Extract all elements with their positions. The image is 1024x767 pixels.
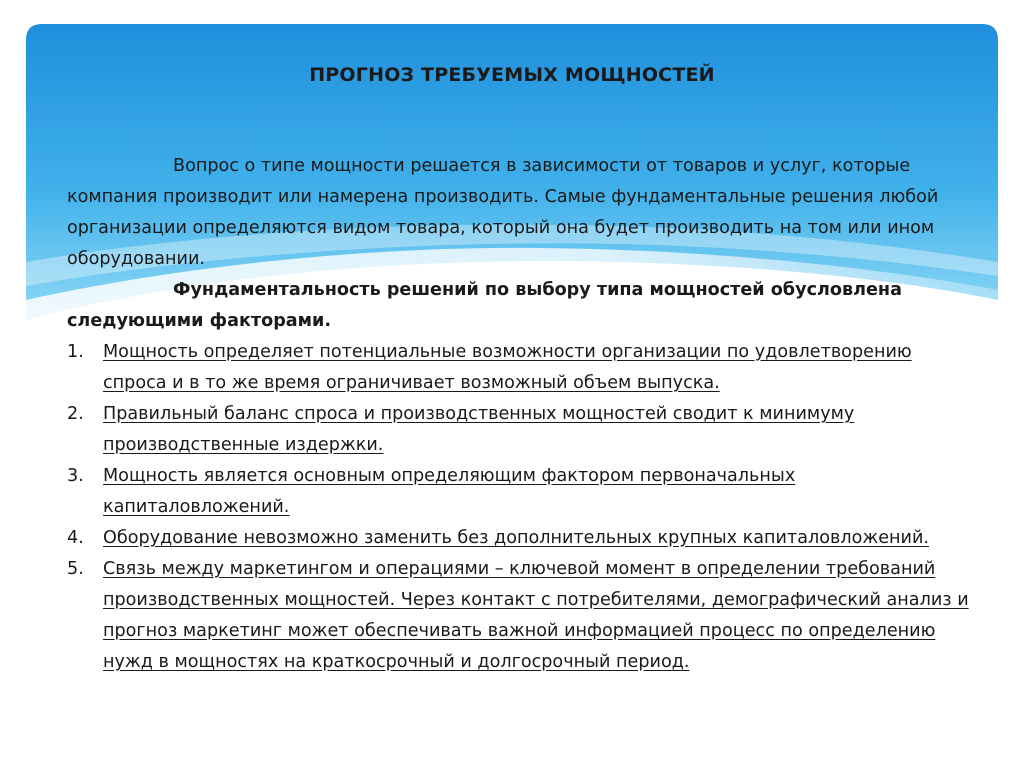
slide-body — [67, 151, 975, 678]
list-item-number: 3. — [67, 466, 84, 486]
factors-list — [67, 337, 975, 678]
factors-heading-text: Фундаментальность решений по выбору типа мощностей обусловлена следующими факторами. — [67, 280, 902, 331]
list-item-number: 2. — [67, 404, 84, 424]
list-item — [67, 554, 975, 678]
list-item-text: Правильный баланс спроса и производственных мощностей сводит к минимуму производственные издержки. — [103, 404, 855, 455]
list-item-number: 4. — [67, 528, 84, 548]
slide-title: ПРОГНОЗ ТРЕБУЕМЫХ МОЩНОСТЕЙ — [309, 64, 715, 86]
list-item-text: Оборудование невозможно заменить без дополнительных крупных капиталовложений. — [103, 528, 930, 548]
list-item — [67, 461, 975, 523]
list-item — [67, 523, 975, 554]
list-item-number: 1. — [67, 342, 84, 362]
list-item-text: Мощность определяет потенциальные возможности организации по удовлетворению спроса и в то же время ограничивает возможный объем выпуска. — [103, 342, 912, 393]
list-item-text: Мощность является основным определяющим фактором первоначальных капиталовложений. — [103, 466, 796, 517]
intro-text: Вопрос о типе мощности решается в зависимости от товаров и услуг, которые компания производит или намерена производить. Самые фундаментальные решения любой организации определяются видом товара, который она будет производить на том или ином оборудовании. — [67, 156, 939, 269]
list-item-number: 5. — [67, 559, 84, 579]
list-item-text: Связь между маркетингом и операциями – ключевой момент в определении требований производственных мощностей. Через контакт с потребителями, демографический анализ и прогноз маркетинг может обеспечивать важной информацией процесс по определению нужд в мощностях на краткосрочный и долгосрочный период. — [103, 559, 969, 672]
list-item — [67, 399, 975, 461]
intro-paragraph — [67, 151, 975, 275]
list-item — [67, 337, 975, 399]
factors-heading — [67, 275, 975, 337]
